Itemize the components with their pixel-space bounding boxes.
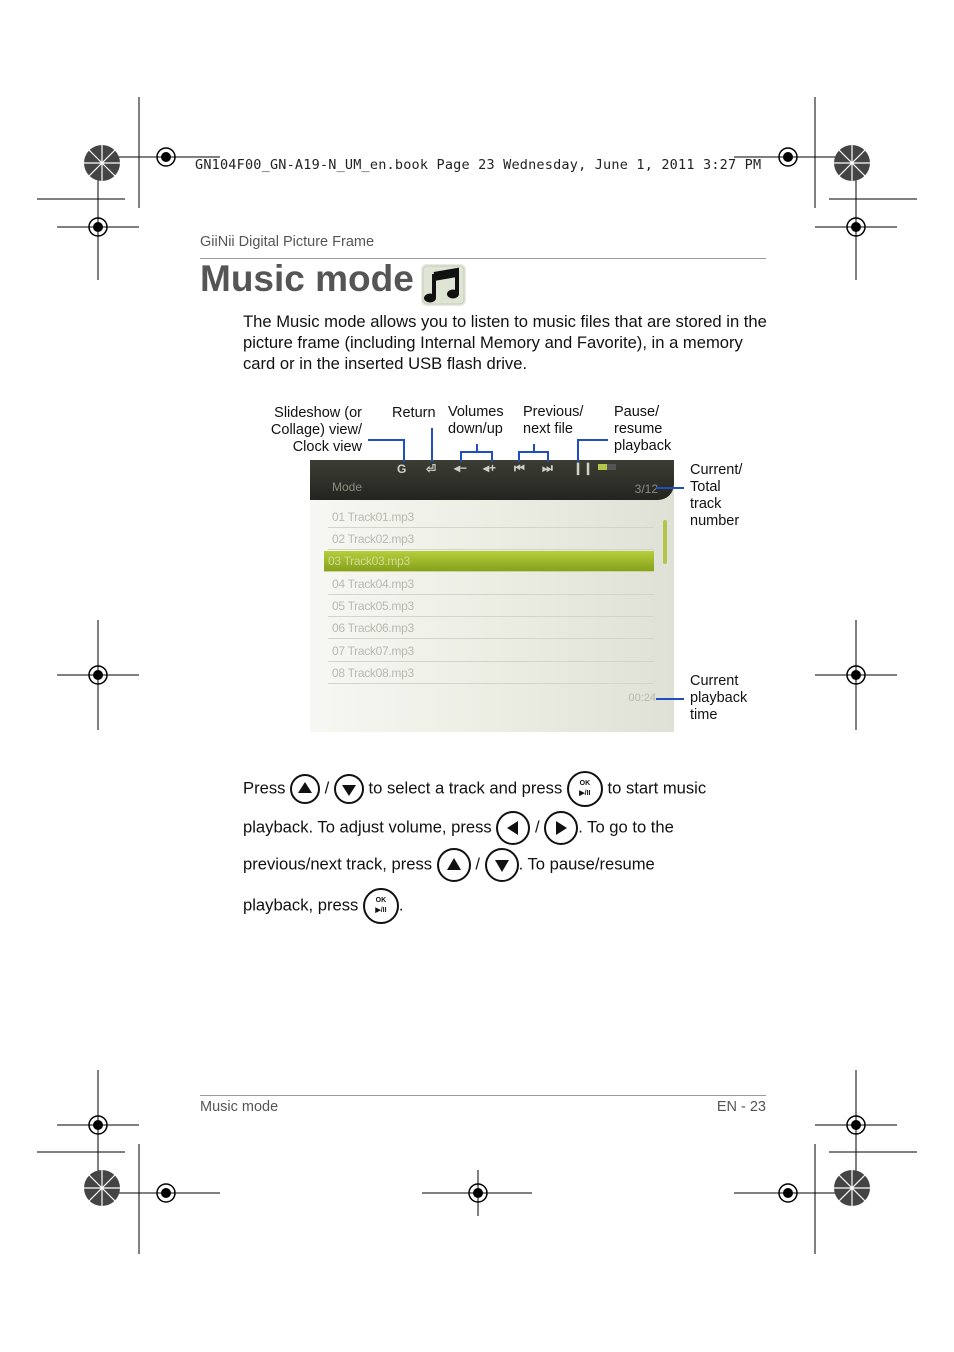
list-item[interactable]: 04 Track04.mp3	[328, 574, 654, 595]
callout-prev-next: Previous/ next file	[523, 404, 584, 437]
volume-up-icon[interactable]: ◂+	[483, 461, 497, 475]
instruction-line-2: playback. To adjust volume, press / . To go to the	[243, 811, 674, 845]
page-number: EN - 23	[716, 1099, 766, 1115]
ok-play-pause-button-icon: OK ▶/II	[567, 771, 603, 807]
down-button-icon	[485, 848, 519, 882]
playback-time: 00:24	[628, 692, 656, 704]
right-button-icon	[544, 811, 578, 845]
mode-label: Mode	[332, 480, 363, 494]
instruction-line-3: previous/next track, press / . To pause/resume	[243, 848, 655, 882]
left-button-icon	[496, 811, 530, 845]
list-item[interactable]: 05 Track05.mp3	[328, 596, 654, 617]
footer-section: Music mode	[200, 1099, 279, 1115]
return-icon[interactable]: ⏎	[426, 462, 437, 476]
list-item[interactable]: 01 Track01.mp3	[328, 507, 654, 528]
ok-play-pause-button-icon: OK ▶/II	[363, 888, 399, 924]
list-item[interactable]: 08 Track08.mp3	[328, 663, 654, 684]
callout-track-number: Current/ Total track number	[690, 462, 743, 529]
list-item-selected[interactable]: 03 Track03.mp3	[324, 551, 654, 572]
slideshow-icon[interactable]: G	[397, 462, 407, 476]
instruction-line-4: playback, press OK ▶/II .	[243, 888, 404, 924]
next-icon[interactable]: ⏭	[542, 461, 553, 475]
previous-icon[interactable]: ⏮	[514, 461, 525, 475]
callout-slideshow: Slideshow (or Collage) view/ Clock view	[270, 405, 362, 455]
instruction-line-1: Press / to select a track and press OK ▶/II to start music	[243, 771, 706, 807]
intro-paragraph: The Music mode allows you to listen to music files that are stored in the picture frame (including Internal Memory and Favorite), in a memory card or in the inserted USB flash drive.	[243, 312, 767, 373]
callout-playback-time: Current playback time	[690, 673, 748, 723]
list-item[interactable]: 06 Track06.mp3	[328, 618, 654, 639]
volume-down-icon[interactable]: ◂−	[454, 461, 468, 475]
running-header: GiiNii Digital Picture Frame	[200, 234, 375, 250]
track-count: 3/12	[634, 482, 658, 496]
list-item[interactable]: 07 Track07.mp3	[328, 641, 654, 662]
callout-pause: Pause/ resume playback	[614, 404, 672, 454]
pause-icon[interactable]: ❙❙	[573, 461, 594, 475]
callout-return: Return	[392, 405, 436, 421]
page-title: Music mode	[200, 258, 414, 299]
callout-volume: Volumes down/up	[448, 404, 504, 437]
up-button-icon	[437, 848, 471, 882]
print-slug: GN104F00_GN-A19-N_UM_en.book Page 23 Wednesday, June 1, 2011 3:27 PM	[195, 157, 762, 173]
list-item[interactable]: 02 Track02.mp3	[328, 529, 654, 550]
down-button-icon	[334, 774, 364, 804]
footer-divider	[200, 1095, 766, 1096]
up-button-icon	[290, 774, 320, 804]
